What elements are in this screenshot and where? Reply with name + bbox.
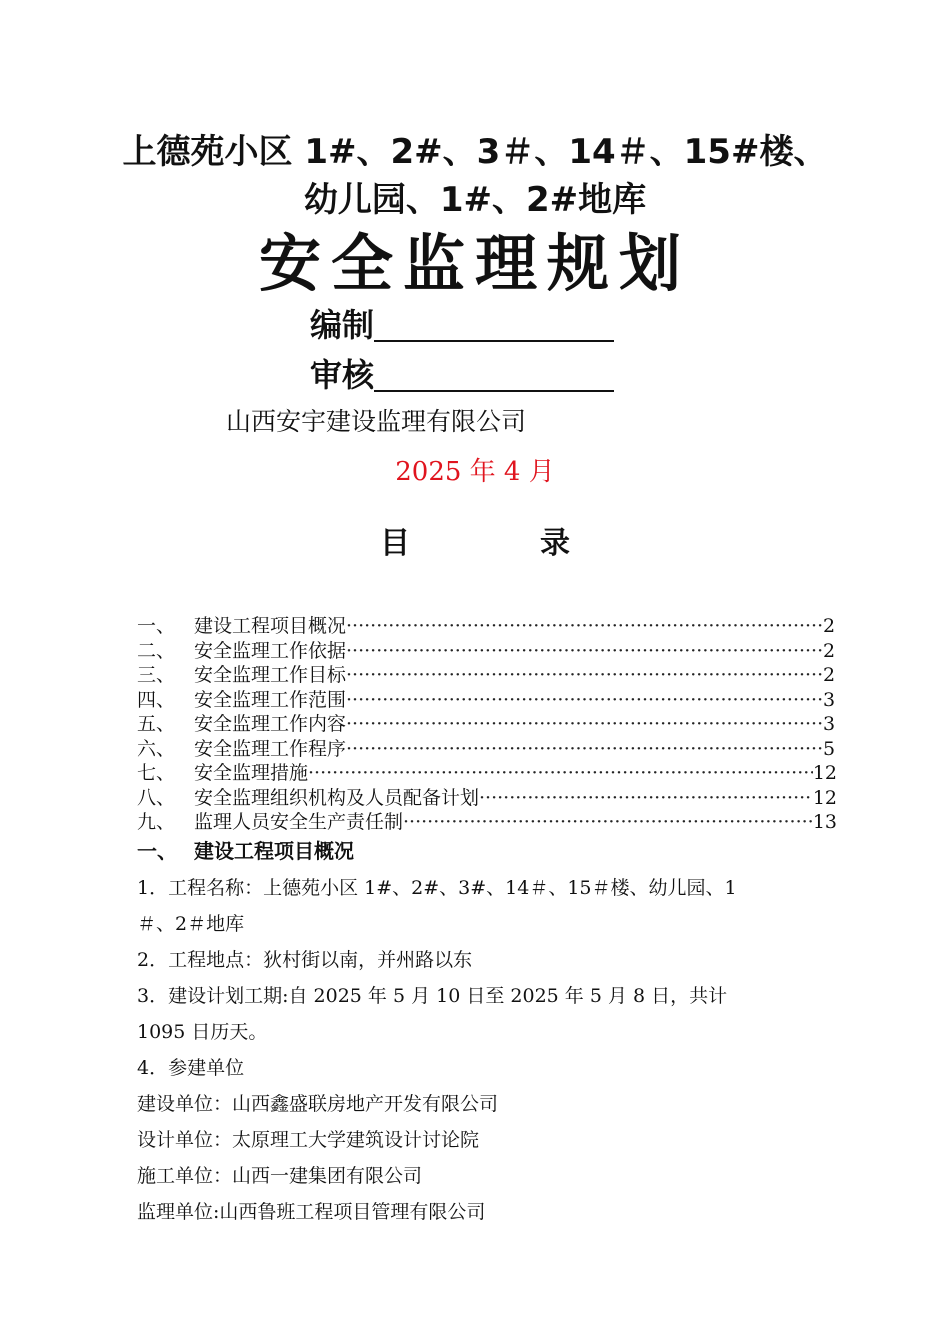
toc-item-number: 六、 <box>137 737 176 760</box>
toc-heading-char-1: 目 <box>380 526 410 561</box>
toc-item-number: 七、 <box>137 762 176 784</box>
toc-item-text: 安全监理工作目标 <box>194 664 347 686</box>
toc-item-page: 2 <box>823 664 836 686</box>
toc-leader-dots <box>403 810 813 835</box>
toc-item-number: 五、 <box>137 713 176 735</box>
toc-item-page: 13 <box>812 811 837 833</box>
body-line: 4．参建单位 <box>137 1057 245 1079</box>
toc-item-number: 四、 <box>137 688 176 711</box>
body-line: 设计单位：太原理工大学建筑设计讨论院 <box>137 1129 480 1151</box>
project-title-line-2: 幼儿园、1#、2#地库 <box>303 180 647 220</box>
toc-item[interactable] <box>137 688 837 713</box>
toc-item-page: 12 <box>812 786 837 809</box>
body-line: ＃、2＃地库 <box>137 913 245 935</box>
toc-item-text: 安全监理工作内容 <box>194 713 347 735</box>
body-line: 施工单位：山西一建集团有限公司 <box>137 1165 423 1187</box>
toc-leader-dots <box>308 761 813 786</box>
toc-leader-dots <box>346 663 823 688</box>
toc-leader-dots <box>346 614 823 639</box>
toc-item[interactable] <box>137 810 837 835</box>
toc-item-number: 一、 <box>137 615 176 637</box>
document-date: 2025 年 4 月 <box>395 457 555 487</box>
toc-item-number: 八、 <box>137 786 176 809</box>
toc-item-number: 三、 <box>137 664 176 686</box>
toc-heading-char-2: 录 <box>540 526 570 561</box>
body-line: 建设单位：山西鑫盛联房地产开发有限公司 <box>137 1093 499 1115</box>
compile-row <box>310 304 614 346</box>
toc-item[interactable] <box>137 663 837 688</box>
toc-item-page: 3 <box>823 688 836 711</box>
toc-leader-dots <box>346 639 823 664</box>
toc-heading <box>0 522 950 566</box>
toc-leader-dots <box>346 688 823 713</box>
compile-signature-line <box>374 304 614 342</box>
toc-item-page: 3 <box>823 713 836 735</box>
review-label: 审核 <box>310 356 375 394</box>
toc-item[interactable] <box>137 712 837 737</box>
toc-item[interactable] <box>137 761 837 786</box>
toc-item-text: 安全监理工作程序 <box>194 737 347 760</box>
toc-item-text: 监理人员安全生产责任制 <box>194 811 404 833</box>
review-signature-line <box>374 354 614 392</box>
toc-list <box>137 614 837 835</box>
toc-item-page: 2 <box>823 615 836 637</box>
body-line: 1．工程名称：上德苑小区 1#、2#、3#、14＃、15＃楼、幼儿园、1 <box>137 877 737 899</box>
toc-item-text: 安全监理措施 <box>194 762 309 784</box>
toc-item-text: 安全监理工作依据 <box>194 639 347 662</box>
toc-item-text: 安全监理工作范围 <box>194 688 347 711</box>
toc-leader-dots <box>479 786 813 811</box>
toc-item-page: 5 <box>823 737 836 760</box>
toc-item-page: 2 <box>823 639 836 662</box>
body-line: 3．建设计划工期:自 2025 年 5 月 10 日至 2025 年 5 月 8 日，共计 <box>137 985 728 1007</box>
section-heading <box>137 838 354 864</box>
company-name: 山西安宇建设监理有限公司 <box>226 407 527 436</box>
body-line: 监理单位:山西鲁班工程项目管理有限公司 <box>137 1201 486 1223</box>
toc-item-text: 安全监理组织机构及人员配备计划 <box>194 786 480 809</box>
toc-item-text: 建设工程项目概况 <box>194 615 347 637</box>
toc-item[interactable] <box>137 786 837 811</box>
body-line: 2．工程地点：狄村街以南，并州路以东 <box>137 949 473 971</box>
body-line: 1095 日历天。 <box>137 1021 268 1043</box>
review-row <box>310 354 614 396</box>
toc-item-page: 12 <box>812 762 837 784</box>
toc-leader-dots <box>346 712 823 737</box>
toc-item-number: 二、 <box>137 639 176 662</box>
toc-item[interactable] <box>137 614 837 639</box>
main-title: 安全监理规划 <box>258 227 691 300</box>
project-title-line-1: 上德苑小区 1#、2#、3＃、14＃、15#楼、 <box>122 132 828 172</box>
compile-label: 编制 <box>310 306 375 344</box>
toc-item[interactable] <box>137 639 837 664</box>
section-number: 一、 <box>137 839 177 863</box>
toc-item[interactable] <box>137 737 837 762</box>
section-title: 建设工程项目概况 <box>194 839 354 863</box>
toc-item-number: 九、 <box>137 811 176 833</box>
toc-leader-dots <box>346 737 823 762</box>
